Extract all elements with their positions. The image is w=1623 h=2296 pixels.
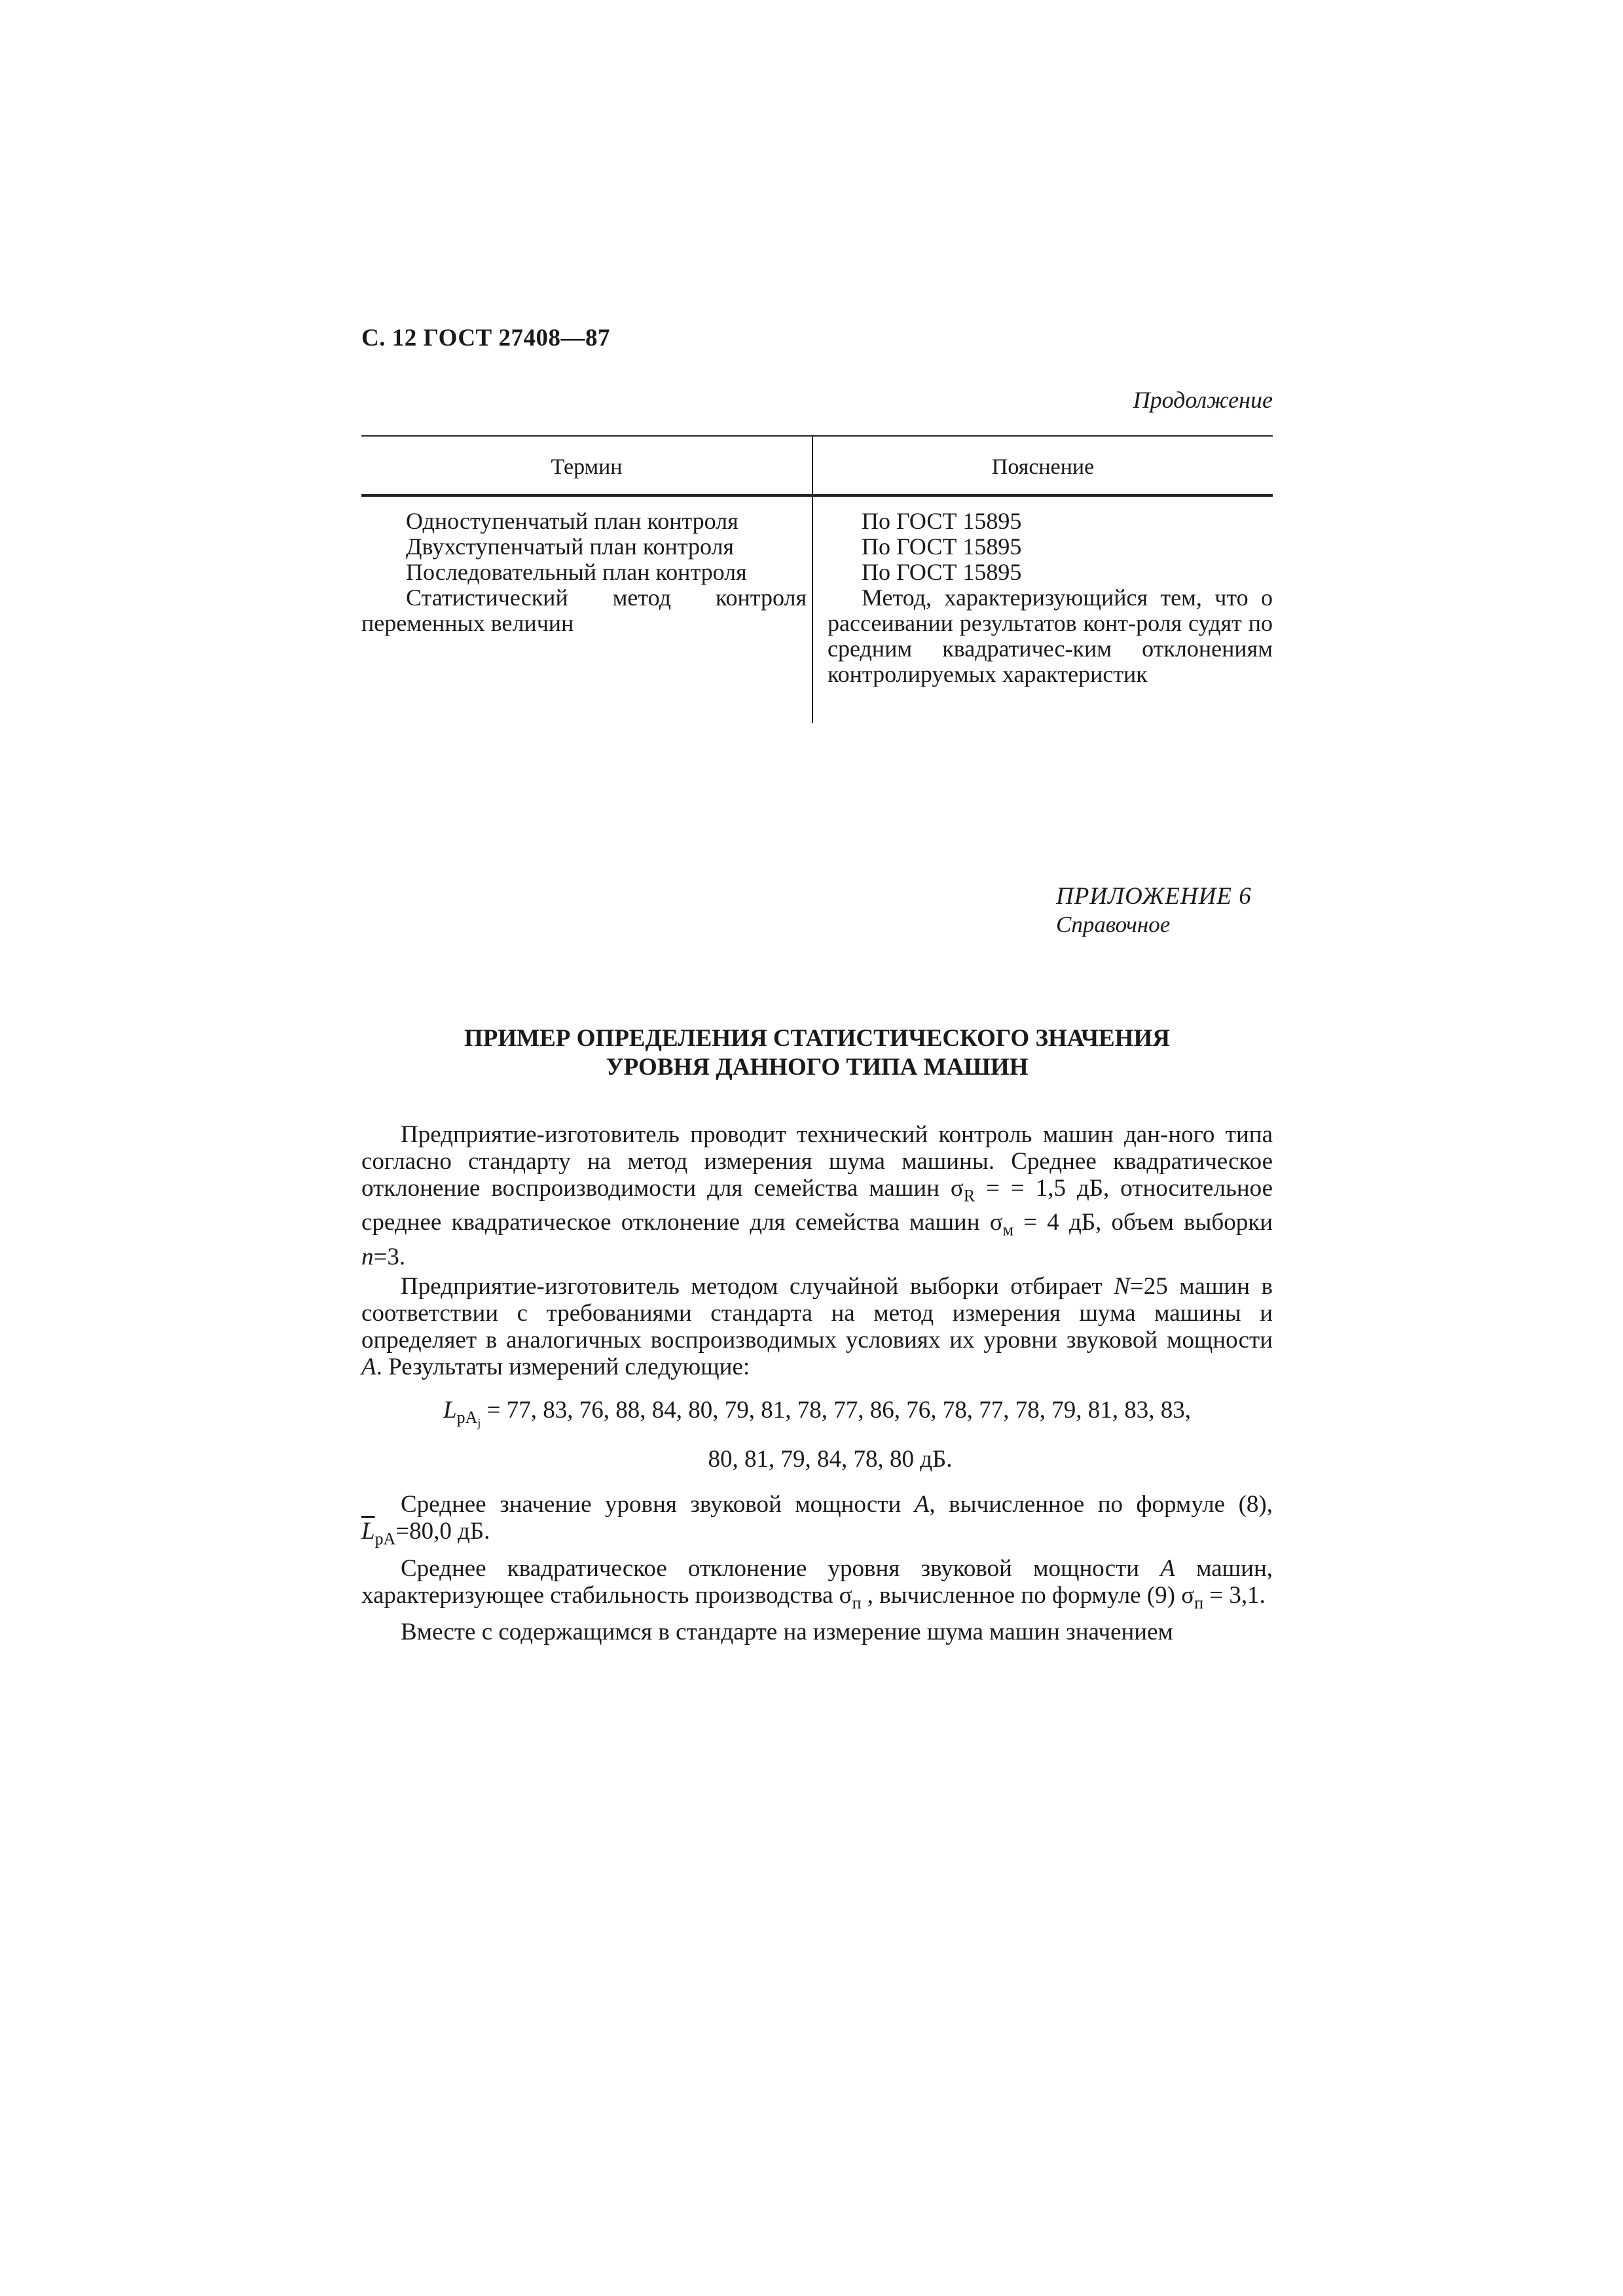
terms-table: [361, 435, 1273, 723]
explanation-cell: Метод, характеризующийся тем, что о рассеивании результатов конт-роля судят по средним квадратичес-ким отклонениям контролируемых характеристик: [828, 584, 1273, 687]
paragraph-4: [361, 1555, 1273, 1616]
text-run: =3.: [373, 1243, 406, 1270]
appendix-kind: Справочное: [1056, 912, 1171, 937]
text-run: Предприятие-изготовитель проводит технический контроль машин дан-ного типа согласно стандарту на метод измерения шума машины. Среднее квадратическое отклонение воспроизводимости для семейства машин σ: [361, 1121, 1273, 1202]
paragraph-1: [361, 1121, 1273, 1270]
subscript: п: [1194, 1593, 1204, 1613]
continuation-label: Продолжение: [1133, 387, 1273, 413]
section-heading: [361, 1024, 1273, 1082]
term-cell: Последовательный план контроля: [406, 559, 747, 585]
subscript: п: [852, 1593, 862, 1613]
text-run: , вычисленное по формуле (9) σ: [861, 1581, 1195, 1609]
subscript: pA: [374, 1529, 396, 1549]
page-header: С. 12 ГОСТ 27408—87: [361, 325, 610, 351]
column-header-term: Термин: [551, 455, 623, 479]
text-run: Предприятие-изготовитель методом случайной выборки отбирает: [401, 1272, 1114, 1300]
term-cell: Статистический метод контроля переменных величин: [361, 584, 807, 636]
explanation-cell: По ГОСТ 15895: [862, 508, 1022, 534]
explanation-cell: По ГОСТ 15895: [862, 533, 1022, 560]
appendix-label: [1056, 882, 1252, 938]
variable: A: [361, 1353, 376, 1380]
text-run: = 4 дБ, объем выборки: [1013, 1209, 1273, 1236]
table-top-rule: [361, 435, 1273, 437]
heading-line-1: ПРИМЕР ОПРЕДЕЛЕНИЯ СТАТИСТИЧЕСКОГО ЗНАЧЕНИЯ: [464, 1025, 1170, 1052]
subscript: R: [963, 1186, 976, 1206]
formula-line-1: [361, 1392, 1273, 1442]
paragraph-2: [361, 1273, 1273, 1380]
table-header-rule: [361, 494, 1273, 497]
text-run: = = 1,5 дБ, относительное среднее квадратическое отклонение для семейства машин σ: [361, 1175, 1273, 1236]
explanation-cell: По ГОСТ 15895: [862, 559, 1022, 585]
variable: n: [361, 1243, 374, 1270]
paragraph-5: Вместе с содержащимся в стандарте на измерение шума машин значением: [401, 1619, 1173, 1646]
text-run: . Результаты измерений следующие:: [376, 1353, 750, 1380]
paragraph-3: [361, 1491, 1273, 1552]
explanations-column: [828, 509, 1273, 687]
variable: L: [443, 1396, 457, 1424]
appendix-title: ПРИЛОЖЕНИЕ 6: [1056, 883, 1252, 910]
text-run: =25 машин в соответствии с требованиями стандарта на метод измерения шума машины и определяет в аналогичных воспроизводимых условиях их уровни звуковой мощности: [361, 1272, 1273, 1354]
body-text: [361, 1121, 1273, 1645]
variable: N: [1114, 1272, 1130, 1300]
text-run: машин, характеризующее стабильность производства σ: [361, 1554, 1273, 1609]
column-header-explanation: Пояснение: [991, 455, 1095, 479]
formula-line-2: 80, 81, 79, 84, 78, 80 дБ.: [708, 1446, 953, 1473]
text-run: = 3,1.: [1203, 1581, 1266, 1609]
variable: $\overline{L}$: [361, 1518, 375, 1545]
variable: A: [1160, 1554, 1175, 1582]
text-run: = 77, 83, 76, 88, 84, 80, 79, 81, 78, 77, 86, 76, 78, 77, 78, 79, 81, 83, 83,: [481, 1396, 1191, 1424]
term-cell: Двухступенчатый план контроля: [406, 533, 734, 560]
text-run: Среднее значение уровня звуковой мощности: [401, 1491, 915, 1518]
subscript: pA: [456, 1408, 478, 1427]
terms-column: [361, 509, 807, 636]
text-run: =80,0 дБ.: [395, 1518, 490, 1545]
variable: A: [914, 1491, 930, 1518]
measurement-formula: [361, 1392, 1273, 1479]
term-cell: Одноступенчатый план контроля: [406, 508, 739, 534]
heading-line-2: УРОВНЯ ДАННОГО ТИПА МАШИН: [606, 1054, 1029, 1081]
subscript: м: [1002, 1220, 1014, 1240]
text-run: Среднее квадратическое отклонение уровня звуковой мощности: [401, 1554, 1161, 1582]
subscript: j: [477, 1416, 481, 1430]
text-run: , вычисленное по формуле (8),: [929, 1491, 1273, 1518]
